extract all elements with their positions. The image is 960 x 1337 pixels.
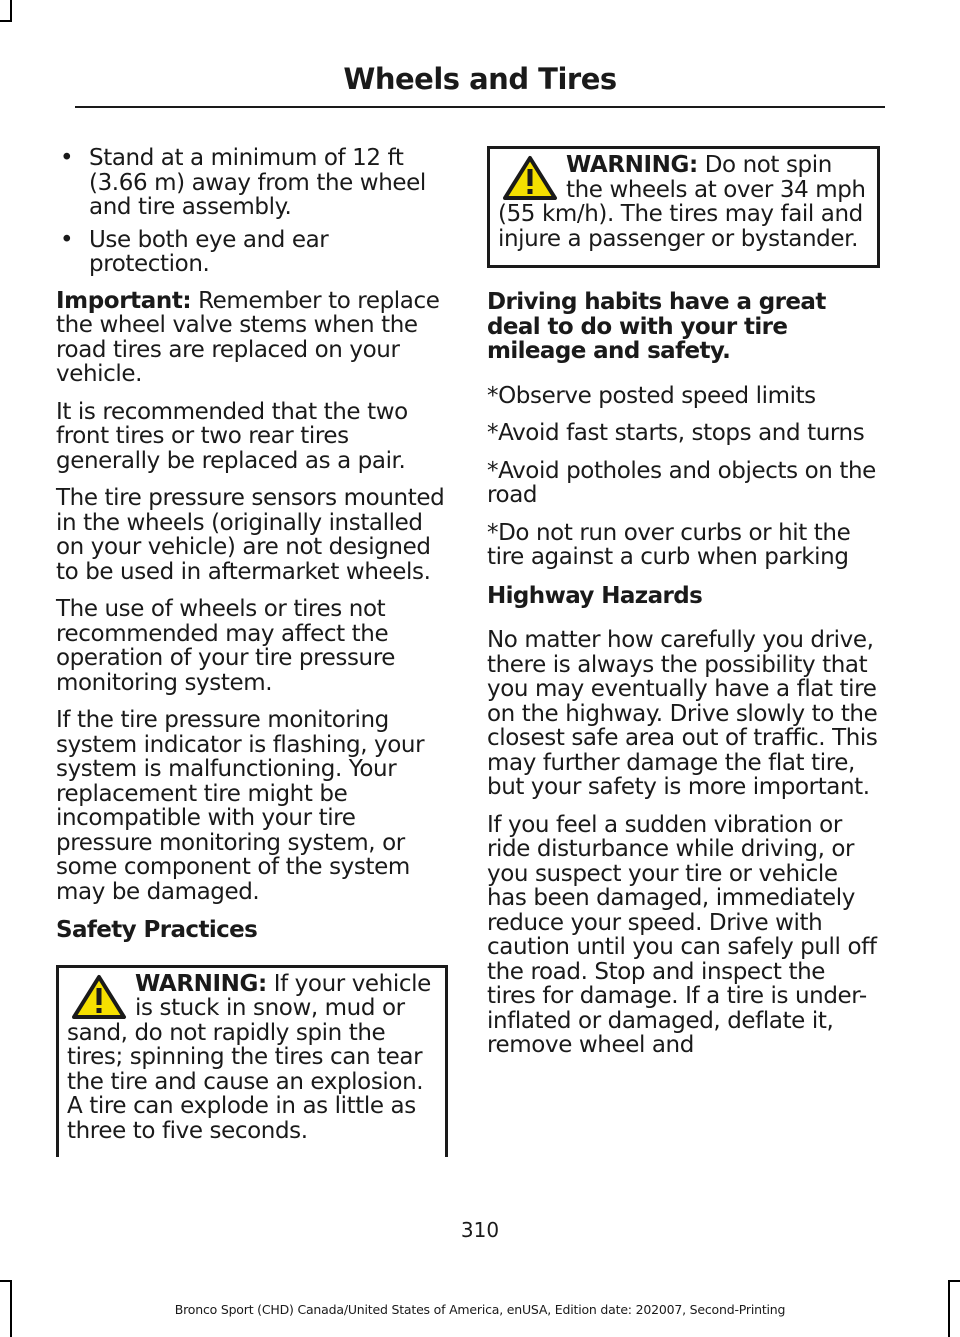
- tip-item: *Observe posted speed limits: [487, 382, 816, 409]
- important-label: Important:: [56, 287, 192, 314]
- section-heading: Safety Practices: [56, 917, 258, 943]
- important-text: Remember to replace the wheel valve stems when the road tires are replaced on your vehicle.: [56, 287, 440, 387]
- header-divider: [75, 106, 885, 108]
- crop-mark: [0, 1280, 12, 1282]
- paragraph: The tire pressure sensors mounted in the wheels (originally installed on your vehicle) are not designed to be used in aftermarket wheels.: [56, 485, 445, 585]
- paragraph: No matter how carefully you drive, there is always the possibility that you may eventually have a flat tire on the highway. Drive slowly to the closest safe area out of traffic. This may further damage the flat tire, but your safety is more important.: [487, 627, 878, 800]
- bullet-text: Stand at a minimum of 12 ft (3.66 m) away from the wheel and tire assembly.: [89, 145, 426, 220]
- warning-label: WARNING:: [135, 970, 267, 997]
- bullet-list: [56, 146, 448, 277]
- important-note: [56, 289, 448, 387]
- page-number: 310: [460, 1218, 500, 1242]
- page-title: Wheels and Tires: [343, 62, 617, 96]
- warning-icon: [502, 155, 558, 201]
- right-column: [487, 146, 880, 1071]
- warning-body: Do not spin the wheels at over 34 mph (55 km/h). The tires may fail and injure a passenger or bystander.: [498, 152, 866, 252]
- page-footer: Bronco Sport (CHD) Canada/United States of America, enUSA, Edition date: 202007, Second-Printing: [174, 1302, 786, 1317]
- paragraph: The use of wheels or tires not recommended may affect the operation of your tire pressure monitoring system.: [56, 596, 396, 696]
- tip-item: *Avoid potholes and objects on the road: [487, 457, 876, 508]
- tip-item: *Do not run over curbs or hit the tire against a curb when parking: [487, 519, 851, 570]
- paragraph: If the tire pressure monitoring system indicator is flashing, your system is malfunctioning. Your replacement tire might be incompatible with your tire pressure monitoring system, or some component of the system may be damaged.: [56, 707, 425, 905]
- list-item: • Use both eye and ear protection.: [60, 226, 329, 277]
- crop-mark: [948, 1280, 960, 1282]
- warning-label: WARNING:: [566, 152, 698, 178]
- list-item: • Stand at a minimum of 12 ft (3.66 m) away from the wheel and tire assembly.: [60, 145, 426, 220]
- bullet-text: Use both eye and ear protection.: [89, 226, 329, 277]
- paragraph: If you feel a sudden vibration or ride disturbance while driving, or you suspect your tire or vehicle has been damaged, immediately reduce your speed. Drive with caution until you can safely pull off the road. Stop and inspect the tires for damage. If a tire is under-inflated or damaged, deflate it, remove wheel and: [487, 811, 877, 1058]
- left-column: [56, 146, 448, 1157]
- warning-box: [56, 965, 448, 1158]
- section-heading: Driving habits have a great deal to do with your tire mileage and safety.: [487, 289, 826, 364]
- crop-mark: [10, 0, 12, 22]
- tip-item: *Avoid fast starts, stops and turns: [487, 420, 865, 446]
- warning-icon: [71, 974, 127, 1020]
- warning-body: If your vehicle is stuck in snow, mud or sand, do not rapidly spin the tires; spinning the tires can tear the tire and cause an explosion. A tire can explode in as little as three to five seconds.: [67, 970, 431, 1144]
- warning-box: [487, 146, 880, 268]
- section-heading: Highway Hazards: [487, 582, 703, 609]
- paragraph: It is recommended that the two front tires or two rear tires generally be replaced as a pair.: [56, 398, 408, 474]
- crop-mark: [0, 20, 12, 22]
